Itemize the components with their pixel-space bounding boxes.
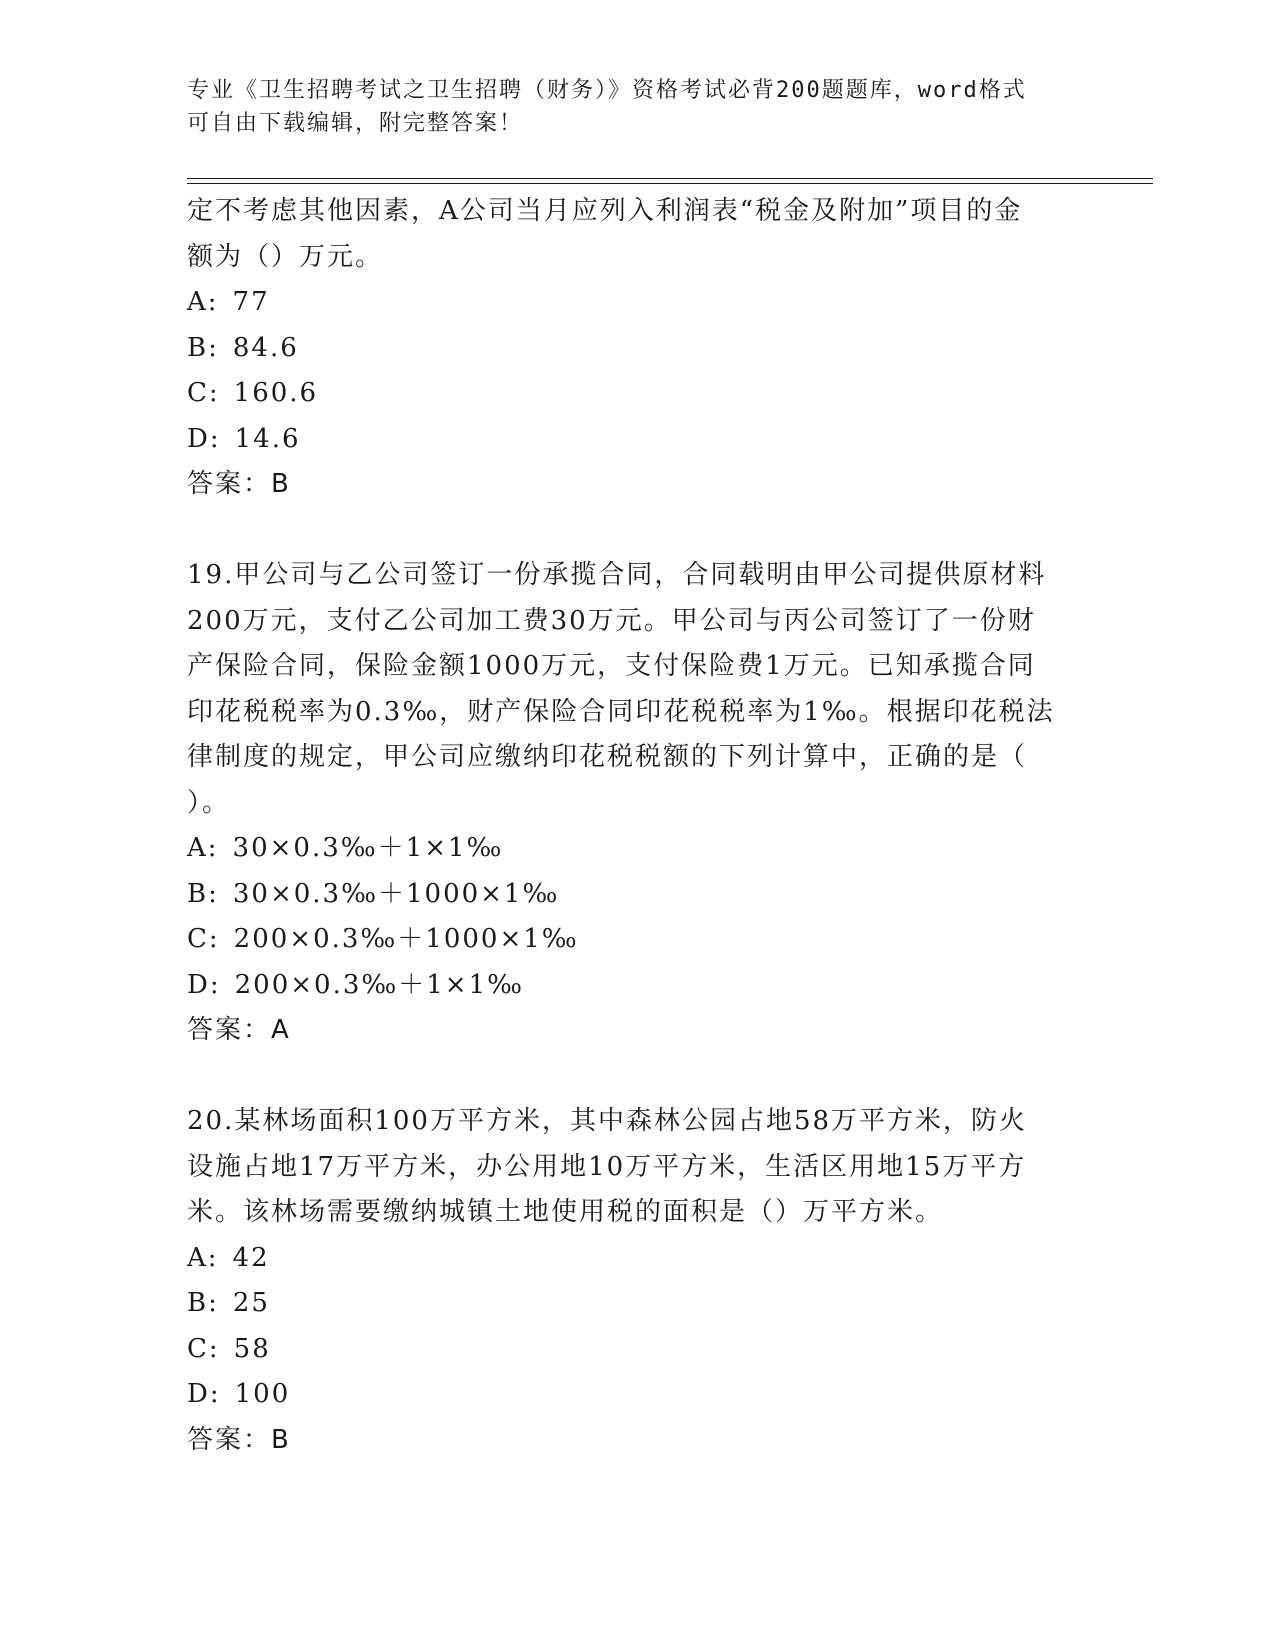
header-divider-bottom — [187, 183, 1153, 184]
option-label: B: — [187, 332, 219, 363]
stem-line: 19.甲公司与乙公司签订一份承揽合同，合同载明由甲公司提供原材料 — [187, 560, 1047, 590]
question-stem — [187, 189, 1087, 280]
stem-line: 额为（）万元。 — [187, 241, 384, 272]
stem-line: 印花税税率为0.3‰，财产保险合同印花税税率为1‰。根据印花税法 — [187, 696, 1055, 727]
option-b — [187, 326, 1087, 372]
option-label: A: — [187, 287, 219, 317]
option-d — [187, 417, 1087, 463]
option-label: C: — [187, 924, 220, 954]
question-18 — [187, 189, 1087, 507]
option-text: 77 — [232, 287, 270, 317]
option-text: 14.6 — [234, 423, 301, 454]
option-text: 200×0.3‰＋1000×1‰ — [233, 924, 579, 954]
question-19 — [187, 553, 1087, 1053]
question-spacer — [187, 507, 1087, 553]
option-text: 58 — [233, 1333, 271, 1364]
stem-line: 产保险合同，保险金额1000万元，支付保险费1万元。已知承揽合同 — [187, 651, 1036, 681]
answer-line: 答案：B — [187, 1424, 291, 1455]
option-label: C: — [187, 1333, 220, 1364]
option-text: 160.6 — [233, 378, 319, 408]
question-stem — [187, 1099, 1087, 1236]
stem-line: 米。该林场需要缴纳城镇土地使用税的面积是（）万平方米。 — [187, 1197, 944, 1227]
option-c — [187, 917, 1087, 963]
option-d — [187, 963, 1087, 1009]
question-spacer — [187, 1053, 1087, 1099]
question-stem — [187, 553, 1087, 826]
option-label: A: — [187, 1242, 219, 1273]
answer-line: 答案：B — [187, 469, 291, 499]
option-label: A: — [187, 833, 219, 863]
option-text: 42 — [232, 1242, 270, 1273]
option-c — [187, 1327, 1087, 1373]
header-line-2: 可自由下载编辑，附完整答案！ — [187, 111, 524, 136]
option-b — [187, 872, 1087, 918]
stem-line: ）。 — [187, 787, 231, 818]
option-a — [187, 826, 1087, 872]
option-b — [187, 1281, 1087, 1327]
option-label: B: — [187, 1288, 219, 1318]
header-divider-top — [187, 178, 1153, 179]
question-list — [187, 189, 1087, 1463]
option-text: 200×0.3‰＋1×1‰ — [234, 969, 525, 1000]
option-label: D: — [187, 1379, 221, 1409]
option-label: D: — [187, 969, 221, 1000]
option-label: C: — [187, 378, 220, 408]
answer-line: 答案：A — [187, 1015, 291, 1045]
option-text: 84.6 — [232, 332, 299, 363]
question-20 — [187, 1099, 1087, 1463]
option-text: 30×0.3‰＋1000×1‰ — [232, 878, 560, 909]
option-a — [187, 280, 1087, 326]
stem-line: 定不考虑其他因素，A公司当月应列入利润表“税金及附加”项目的金 — [187, 196, 1023, 226]
option-a — [187, 1236, 1087, 1282]
stem-line: 设施占地17万平方米，办公用地10万平方米，生活区用地15万平方 — [187, 1151, 1027, 1182]
stem-line: 律制度的规定，甲公司应缴纳印花税税额的下列计算中，正确的是（ — [187, 742, 1028, 772]
option-text: 30×0.3‰＋1×1‰ — [232, 833, 504, 863]
option-text: 100 — [234, 1379, 291, 1409]
option-c — [187, 371, 1087, 417]
option-text: 25 — [232, 1288, 270, 1318]
option-d — [187, 1372, 1087, 1418]
document-header — [187, 74, 1067, 140]
option-label: B: — [187, 878, 219, 909]
stem-line: 200万元，支付乙公司加工费30万元。甲公司与丙公司签订了一份财 — [187, 605, 1036, 636]
option-label: D: — [187, 423, 221, 454]
header-line-1: 专业《卫生招聘考试之卫生招聘（财务）》资格考试必背200题题库，word格式 — [187, 78, 1027, 103]
stem-line: 20.某林场面积100万平方米，其中森林公园占地58万平方米，防火 — [187, 1106, 1028, 1136]
